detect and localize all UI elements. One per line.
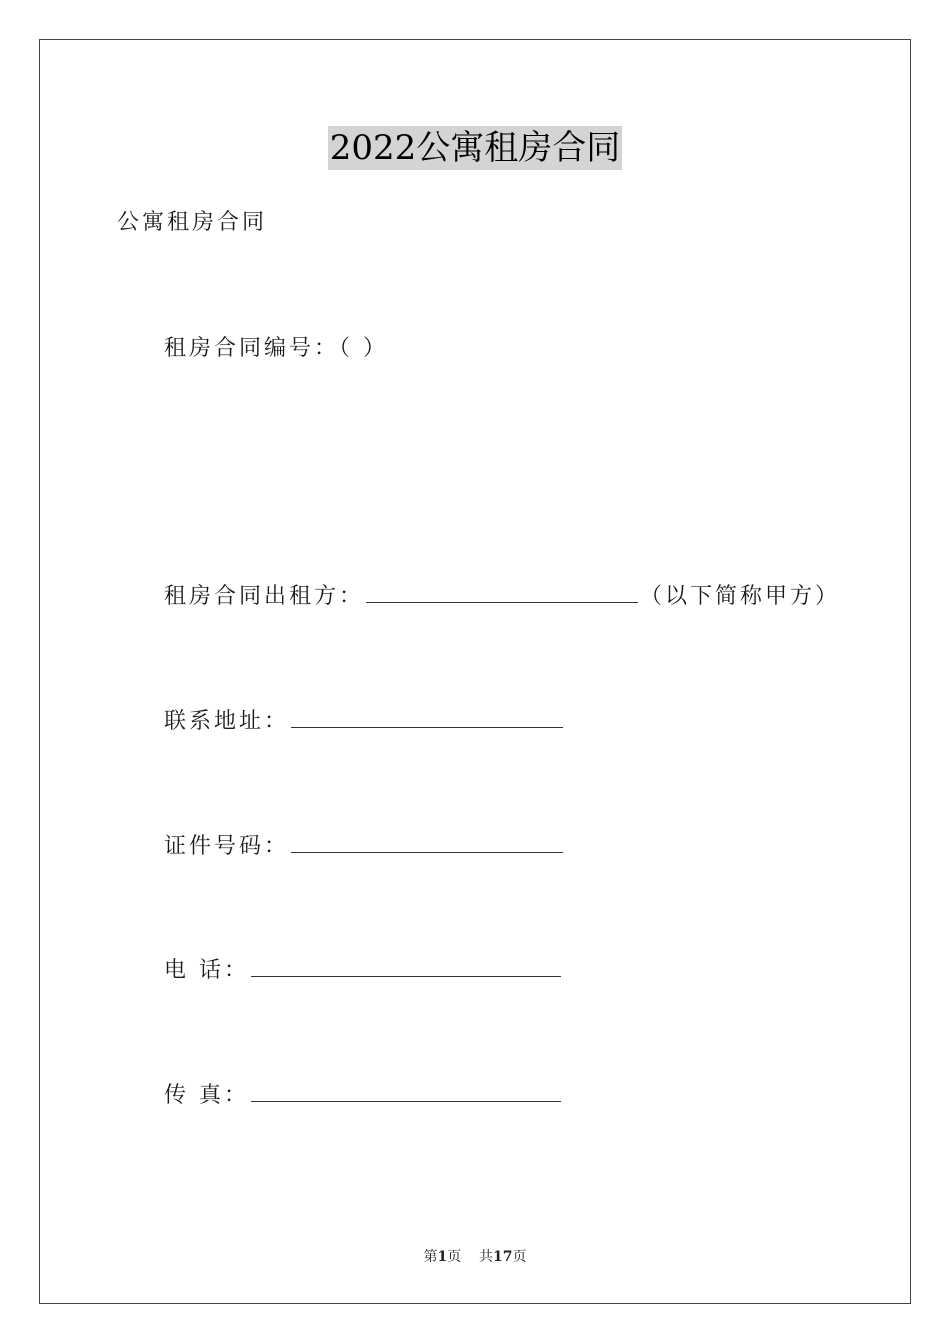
contract-number-line xyxy=(164,334,388,364)
fax-label: 传 真： xyxy=(164,1083,249,1108)
title-container xyxy=(0,126,950,170)
footer-page-prefix: 第 xyxy=(423,1249,438,1265)
id-blank[interactable] xyxy=(291,832,563,853)
lessor-line xyxy=(164,582,840,612)
footer-total-unit: 页 xyxy=(512,1249,527,1265)
footer-total-prefix: 共 xyxy=(479,1249,494,1265)
address-blank[interactable] xyxy=(291,707,563,728)
footer-page-total: 17 xyxy=(493,1249,513,1265)
phone-blank[interactable] xyxy=(251,956,561,977)
lessor-blank[interactable] xyxy=(366,582,638,603)
footer-page-unit: 页 xyxy=(447,1249,462,1265)
document-title: 2022公寓租房合同 xyxy=(329,128,621,168)
address-label: 联系地址： xyxy=(164,709,290,734)
lessor-label: 租房合同出租方： xyxy=(164,584,365,609)
fax-line xyxy=(164,1081,563,1111)
contract-number-label: 租房合同编号：（ ） xyxy=(164,336,388,361)
address-line xyxy=(164,707,565,737)
page-footer xyxy=(0,1247,950,1267)
fax-blank[interactable] xyxy=(251,1081,561,1102)
document-subtitle xyxy=(117,208,267,238)
lessor-suffix: （以下简称甲方） xyxy=(640,584,841,609)
footer-page-current: 1 xyxy=(437,1249,448,1265)
phone-label: 电 话： xyxy=(164,958,249,983)
phone-line xyxy=(164,956,563,986)
id-line xyxy=(164,832,565,862)
subtitle-text: 公寓租房合同 xyxy=(117,210,268,235)
id-label: 证件号码： xyxy=(164,834,290,859)
